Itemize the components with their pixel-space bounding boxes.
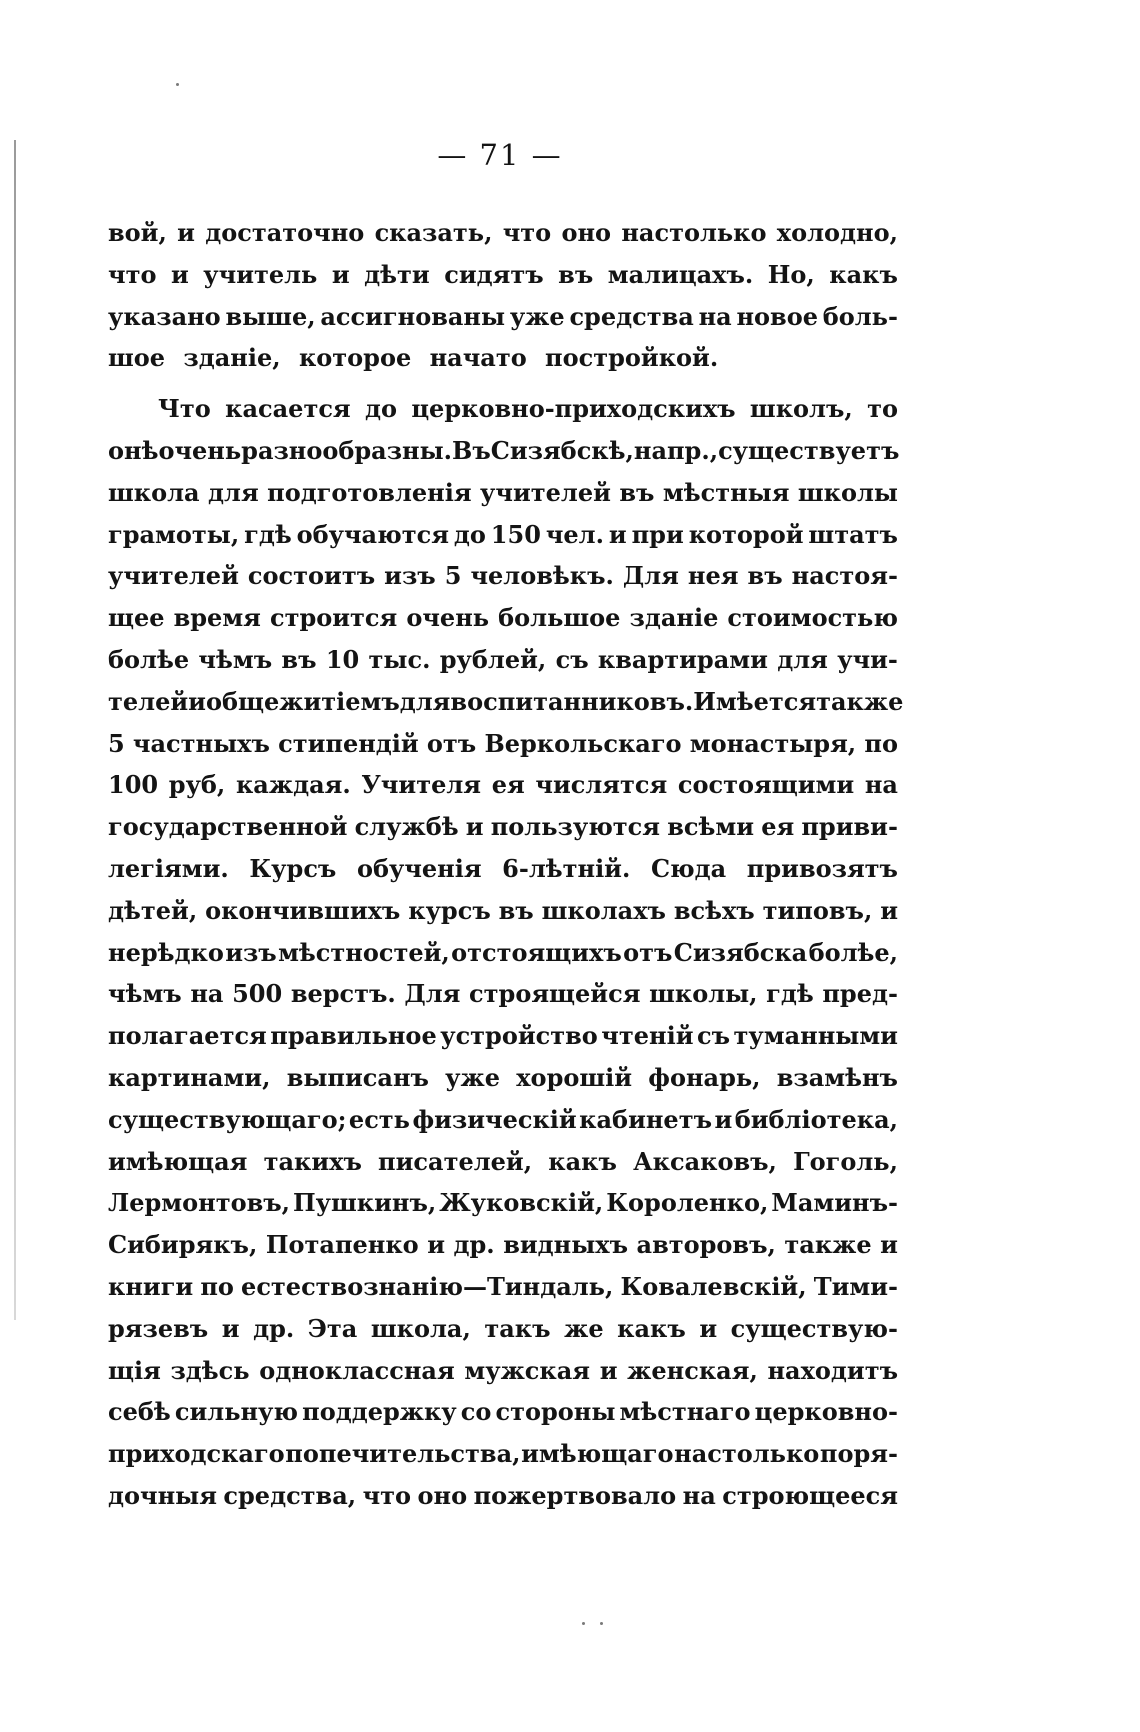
text-line: Сибирякъ, Потапенко и др. видныхъ авторовъ, также и bbox=[108, 1230, 898, 1260]
text-line: существующаго; есть физическій кабинетъ и библіотека, bbox=[108, 1104, 898, 1134]
text-line: указано выше, ассигнованы уже средства на новое боль- bbox=[108, 301, 898, 331]
text-line: шое зданіе, которое начато постройкой. bbox=[108, 343, 719, 373]
text-line: школа для подготовленія учителей въ мѣстныя школы bbox=[108, 477, 898, 507]
text-line: болѣе чѣмъ въ 10 тыс. рублей, съ квартирами для учи- bbox=[108, 644, 898, 674]
text-line: себѣ сильную поддержку со стороны мѣстнаго церковно- bbox=[108, 1397, 898, 1427]
text-line: щія здѣсь одноклассная мужская и женская, находитъ bbox=[108, 1355, 898, 1385]
text-line: картинами, выписанъ уже хорошій фонарь, взамѣнъ bbox=[108, 1062, 898, 1092]
text-line: дочныя средства, что оно пожертвовало на строющееся bbox=[108, 1480, 898, 1510]
text-line: что и учитель и дѣти сидятъ въ малицахъ. Но, какъ bbox=[108, 259, 898, 289]
text-line: государственной службѣ и пользуются всѣми ея приви- bbox=[108, 812, 898, 842]
scan-speck bbox=[176, 83, 179, 86]
page-number: — 71 — bbox=[437, 138, 563, 172]
text-line: приходскаго попечительства, имѣющаго настолько поря- bbox=[108, 1439, 898, 1469]
text-line: дѣтей, окончившихъ курсъ въ школахъ всѣхъ типовъ, и bbox=[108, 895, 898, 925]
text-line: вой, и достаточно сказать, что оно настолько холодно, bbox=[108, 218, 898, 247]
text-line: Что касается до церковно-приходскихъ школъ, то bbox=[158, 394, 898, 424]
scan-speck bbox=[600, 1622, 603, 1625]
text-line: грамоты, гдѣ обучаются до 150 чел. и при которой штатъ bbox=[108, 519, 898, 549]
text-line: рязевъ и др. Эта школа, такъ же какъ и существую- bbox=[108, 1313, 898, 1343]
text-line: чѣмъ на 500 верстъ. Для строящейся школы, гдѣ пред- bbox=[108, 979, 898, 1009]
text-line: 100 руб, каждая. Учителя ея числятся состоящими на bbox=[108, 770, 898, 800]
text-line: полагается правильное устройство чтеній съ туманными bbox=[108, 1021, 898, 1051]
text-line: легіями. Курсъ обученія 6-лѣтній. Сюда привозятъ bbox=[108, 853, 898, 883]
paragraph-gap bbox=[108, 379, 898, 388]
text-line: Лермонтовъ, Пушкинъ, Жуковскій, Короленко, Маминъ- bbox=[108, 1188, 898, 1218]
text-line: книги по естествознанію—Тиндаль, Ковалевскій, Тими- bbox=[108, 1271, 898, 1301]
page-body-text bbox=[108, 212, 904, 1517]
scan-speck bbox=[582, 1622, 585, 1625]
text-line: онѣ очень разнообразны. Въ Сизябскѣ, напр., существуетъ bbox=[108, 435, 900, 465]
text-line: нерѣдко изъ мѣстностей, отстоящихъ отъ Сизябска болѣе, bbox=[108, 937, 898, 967]
text-line: учителей состоитъ изъ 5 человѣкъ. Для нея въ настоя- bbox=[108, 561, 898, 591]
text-line: 5 частныхъ стипендій отъ Веркольскаго монастыря, по bbox=[108, 728, 898, 758]
text-line: телей и общежитіемъ для воспитанниковъ. Имѣется также bbox=[108, 686, 904, 716]
text-line: щее время строится очень большое зданіе стоимостью bbox=[108, 603, 898, 633]
scan-edge-line bbox=[14, 140, 16, 1320]
text-line: имѣющая такихъ писателей, какъ Аксаковъ, Гоголь, bbox=[108, 1146, 898, 1176]
